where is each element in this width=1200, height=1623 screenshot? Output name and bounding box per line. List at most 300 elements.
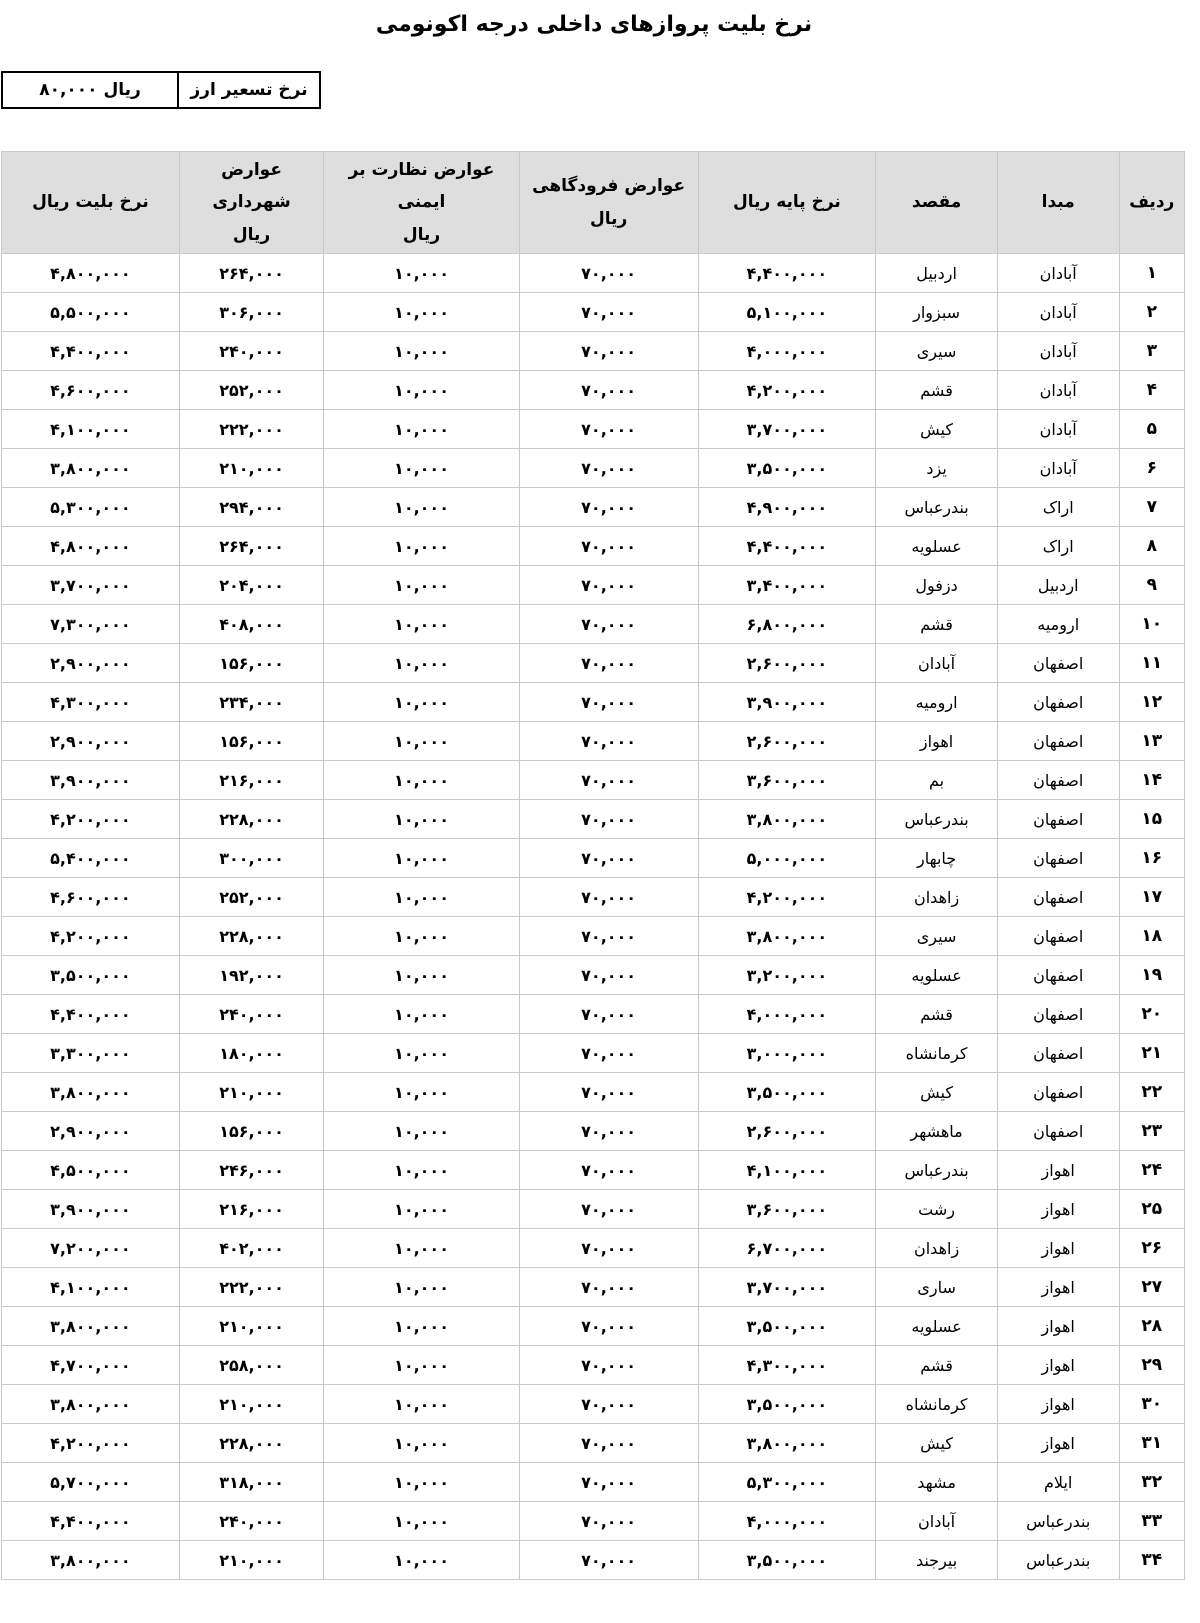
- cell-destination: بندرعباس: [876, 488, 998, 527]
- cell-municipal-fee: ۳۰۰,۰۰۰: [179, 839, 323, 878]
- cell-destination: بم: [876, 761, 998, 800]
- table-row: [2, 995, 1185, 1034]
- cell-base-fare: ۶,۷۰۰,۰۰۰: [698, 1229, 876, 1268]
- cell-airport-fee: ۷۰,۰۰۰: [519, 722, 698, 761]
- cell-base-fare: ۴,۰۰۰,۰۰۰: [698, 332, 876, 371]
- cell-municipal-fee: ۲۱۰,۰۰۰: [179, 449, 323, 488]
- table-row: [2, 1424, 1185, 1463]
- cell-ticket-price: ۲,۹۰۰,۰۰۰: [2, 644, 180, 683]
- cell-row-num: ۲۵: [1119, 1190, 1184, 1229]
- cell-airport-fee: ۷۰,۰۰۰: [519, 1229, 698, 1268]
- cell-destination: بندرعباس: [876, 1151, 998, 1190]
- cell-base-fare: ۵,۱۰۰,۰۰۰: [698, 293, 876, 332]
- cell-base-fare: ۳,۵۰۰,۰۰۰: [698, 449, 876, 488]
- cell-ticket-price: ۳,۵۰۰,۰۰۰: [2, 956, 180, 995]
- cell-base-fare: ۳,۸۰۰,۰۰۰: [698, 800, 876, 839]
- cell-safety-fee: ۱۰,۰۰۰: [324, 683, 519, 722]
- cell-origin: اهواز: [997, 1346, 1119, 1385]
- cell-municipal-fee: ۲۴۰,۰۰۰: [179, 332, 323, 371]
- table-row: [2, 1229, 1185, 1268]
- header-safety-fee: عوارض نظارت بر ایمنی ریال: [324, 152, 519, 254]
- table-row: [2, 683, 1185, 722]
- cell-municipal-fee: ۳۱۸,۰۰۰: [179, 1463, 323, 1502]
- cell-row-num: ۲: [1119, 293, 1184, 332]
- table-row: [2, 1073, 1185, 1112]
- cell-row-num: ۲۷: [1119, 1268, 1184, 1307]
- cell-airport-fee: ۷۰,۰۰۰: [519, 878, 698, 917]
- cell-origin: ایلام: [997, 1463, 1119, 1502]
- cell-safety-fee: ۱۰,۰۰۰: [324, 527, 519, 566]
- cell-safety-fee: ۱۰,۰۰۰: [324, 1034, 519, 1073]
- cell-row-num: ۳۰: [1119, 1385, 1184, 1424]
- cell-municipal-fee: ۲۶۴,۰۰۰: [179, 527, 323, 566]
- cell-safety-fee: ۱۰,۰۰۰: [324, 995, 519, 1034]
- cell-destination: مشهد: [876, 1463, 998, 1502]
- cell-safety-fee: ۱۰,۰۰۰: [324, 410, 519, 449]
- cell-ticket-price: ۳,۸۰۰,۰۰۰: [2, 1541, 180, 1580]
- cell-airport-fee: ۷۰,۰۰۰: [519, 332, 698, 371]
- cell-base-fare: ۳,۰۰۰,۰۰۰: [698, 1034, 876, 1073]
- cell-row-num: ۱۱: [1119, 644, 1184, 683]
- cell-safety-fee: ۱۰,۰۰۰: [324, 1112, 519, 1151]
- table-row: [2, 839, 1185, 878]
- cell-airport-fee: ۷۰,۰۰۰: [519, 527, 698, 566]
- table-row: [2, 1502, 1185, 1541]
- cell-ticket-price: ۴,۷۰۰,۰۰۰: [2, 1346, 180, 1385]
- cell-base-fare: ۲,۶۰۰,۰۰۰: [698, 644, 876, 683]
- cell-origin: اصفهان: [997, 722, 1119, 761]
- cell-row-num: ۱۷: [1119, 878, 1184, 917]
- cell-origin: ارومیه: [997, 605, 1119, 644]
- cell-safety-fee: ۱۰,۰۰۰: [324, 917, 519, 956]
- cell-base-fare: ۳,۴۰۰,۰۰۰: [698, 566, 876, 605]
- table-row: [2, 293, 1185, 332]
- cell-base-fare: ۴,۳۰۰,۰۰۰: [698, 1346, 876, 1385]
- cell-origin: بندرعباس: [997, 1502, 1119, 1541]
- cell-airport-fee: ۷۰,۰۰۰: [519, 605, 698, 644]
- cell-destination: عسلویه: [876, 1307, 998, 1346]
- cell-destination: کیش: [876, 1073, 998, 1112]
- cell-airport-fee: ۷۰,۰۰۰: [519, 1307, 698, 1346]
- cell-origin: اصفهان: [997, 1034, 1119, 1073]
- cell-ticket-price: ۴,۴۰۰,۰۰۰: [2, 332, 180, 371]
- cell-safety-fee: ۱۰,۰۰۰: [324, 644, 519, 683]
- cell-airport-fee: ۷۰,۰۰۰: [519, 1112, 698, 1151]
- cell-origin: اصفهان: [997, 644, 1119, 683]
- cell-destination: ساری: [876, 1268, 998, 1307]
- cell-safety-fee: ۱۰,۰۰۰: [324, 761, 519, 800]
- cell-base-fare: ۳,۸۰۰,۰۰۰: [698, 1424, 876, 1463]
- cell-airport-fee: ۷۰,۰۰۰: [519, 1385, 698, 1424]
- table-row: [2, 371, 1185, 410]
- cell-destination: اهواز: [876, 722, 998, 761]
- table-row: [2, 332, 1185, 371]
- cell-airport-fee: ۷۰,۰۰۰: [519, 1190, 698, 1229]
- cell-airport-fee: ۷۰,۰۰۰: [519, 410, 698, 449]
- cell-destination: زاهدان: [876, 878, 998, 917]
- cell-municipal-fee: ۲۱۰,۰۰۰: [179, 1385, 323, 1424]
- cell-row-num: ۱۰: [1119, 605, 1184, 644]
- cell-row-num: ۱۲: [1119, 683, 1184, 722]
- cell-destination: قشم: [876, 371, 998, 410]
- cell-ticket-price: ۴,۶۰۰,۰۰۰: [2, 371, 180, 410]
- cell-base-fare: ۵,۰۰۰,۰۰۰: [698, 839, 876, 878]
- cell-municipal-fee: ۲۱۰,۰۰۰: [179, 1073, 323, 1112]
- cell-ticket-price: ۴,۲۰۰,۰۰۰: [2, 917, 180, 956]
- cell-destination: یزد: [876, 449, 998, 488]
- table-row: [2, 1112, 1185, 1151]
- cell-destination: عسلویه: [876, 527, 998, 566]
- cell-row-num: ۴: [1119, 371, 1184, 410]
- cell-row-num: ۳۴: [1119, 1541, 1184, 1580]
- cell-airport-fee: ۷۰,۰۰۰: [519, 1502, 698, 1541]
- cell-ticket-price: ۴,۸۰۰,۰۰۰: [2, 527, 180, 566]
- cell-airport-fee: ۷۰,۰۰۰: [519, 1463, 698, 1502]
- fares-table: [1, 151, 1185, 1580]
- table-row: [2, 761, 1185, 800]
- cell-origin: آبادان: [997, 449, 1119, 488]
- cell-destination: بیرجند: [876, 1541, 998, 1580]
- cell-airport-fee: ۷۰,۰۰۰: [519, 761, 698, 800]
- cell-row-num: ۲۱: [1119, 1034, 1184, 1073]
- cell-safety-fee: ۱۰,۰۰۰: [324, 1268, 519, 1307]
- cell-row-num: ۳۱: [1119, 1424, 1184, 1463]
- cell-municipal-fee: ۲۵۲,۰۰۰: [179, 878, 323, 917]
- cell-row-num: ۲۹: [1119, 1346, 1184, 1385]
- cell-safety-fee: ۱۰,۰۰۰: [324, 605, 519, 644]
- cell-safety-fee: ۱۰,۰۰۰: [324, 1346, 519, 1385]
- cell-airport-fee: ۷۰,۰۰۰: [519, 956, 698, 995]
- cell-safety-fee: ۱۰,۰۰۰: [324, 839, 519, 878]
- header-destination: مقصد: [876, 152, 998, 254]
- cell-airport-fee: ۷۰,۰۰۰: [519, 488, 698, 527]
- cell-safety-fee: ۱۰,۰۰۰: [324, 722, 519, 761]
- cell-origin: اصفهان: [997, 917, 1119, 956]
- cell-origin: اهواز: [997, 1190, 1119, 1229]
- cell-destination: ماهشهر: [876, 1112, 998, 1151]
- cell-base-fare: ۳,۸۰۰,۰۰۰: [698, 917, 876, 956]
- cell-origin: اراک: [997, 488, 1119, 527]
- cell-ticket-price: ۳,۷۰۰,۰۰۰: [2, 566, 180, 605]
- header-airport-fee: عوارض فرودگاهی ریال: [519, 152, 698, 254]
- cell-destination: سبزوار: [876, 293, 998, 332]
- cell-safety-fee: ۱۰,۰۰۰: [324, 488, 519, 527]
- cell-ticket-price: ۳,۸۰۰,۰۰۰: [2, 1073, 180, 1112]
- cell-municipal-fee: ۲۱۶,۰۰۰: [179, 1190, 323, 1229]
- cell-municipal-fee: ۲۹۴,۰۰۰: [179, 488, 323, 527]
- cell-ticket-price: ۴,۱۰۰,۰۰۰: [2, 1268, 180, 1307]
- cell-base-fare: ۳,۲۰۰,۰۰۰: [698, 956, 876, 995]
- cell-destination: قشم: [876, 1346, 998, 1385]
- cell-origin: آبادان: [997, 254, 1119, 293]
- cell-municipal-fee: ۲۴۰,۰۰۰: [179, 995, 323, 1034]
- cell-ticket-price: ۴,۳۰۰,۰۰۰: [2, 683, 180, 722]
- table-row: [2, 1541, 1185, 1580]
- cell-row-num: ۳۳: [1119, 1502, 1184, 1541]
- cell-origin: اصفهان: [997, 956, 1119, 995]
- cell-row-num: ۶: [1119, 449, 1184, 488]
- cell-safety-fee: ۱۰,۰۰۰: [324, 1229, 519, 1268]
- cell-ticket-price: ۲,۹۰۰,۰۰۰: [2, 722, 180, 761]
- cell-safety-fee: ۱۰,۰۰۰: [324, 1151, 519, 1190]
- cell-destination: قشم: [876, 605, 998, 644]
- cell-origin: آبادان: [997, 410, 1119, 449]
- table-row: [2, 1463, 1185, 1502]
- exchange-rate-value: ریال ۸۰,۰۰۰: [39, 80, 141, 100]
- cell-base-fare: ۴,۲۰۰,۰۰۰: [698, 878, 876, 917]
- cell-municipal-fee: ۲۲۸,۰۰۰: [179, 1424, 323, 1463]
- exchange-rate-label: نرخ تسعیر ارز: [177, 73, 319, 107]
- cell-row-num: ۲۲: [1119, 1073, 1184, 1112]
- cell-base-fare: ۵,۳۰۰,۰۰۰: [698, 1463, 876, 1502]
- cell-safety-fee: ۱۰,۰۰۰: [324, 956, 519, 995]
- table-row: [2, 1034, 1185, 1073]
- cell-row-num: ۲۴: [1119, 1151, 1184, 1190]
- cell-ticket-price: ۵,۵۰۰,۰۰۰: [2, 293, 180, 332]
- cell-ticket-price: ۴,۲۰۰,۰۰۰: [2, 1424, 180, 1463]
- cell-safety-fee: ۱۰,۰۰۰: [324, 449, 519, 488]
- table-row: [2, 527, 1185, 566]
- cell-ticket-price: ۳,۹۰۰,۰۰۰: [2, 761, 180, 800]
- table-row: [2, 1151, 1185, 1190]
- cell-municipal-fee: ۲۲۲,۰۰۰: [179, 1268, 323, 1307]
- cell-municipal-fee: ۲۴۰,۰۰۰: [179, 1502, 323, 1541]
- cell-safety-fee: ۱۰,۰۰۰: [324, 1190, 519, 1229]
- header-base-fare: نرخ پایه ریال: [698, 152, 876, 254]
- cell-airport-fee: ۷۰,۰۰۰: [519, 1034, 698, 1073]
- cell-destination: سیری: [876, 332, 998, 371]
- cell-base-fare: ۳,۵۰۰,۰۰۰: [698, 1307, 876, 1346]
- table-row: [2, 917, 1185, 956]
- cell-municipal-fee: ۴۰۸,۰۰۰: [179, 605, 323, 644]
- cell-airport-fee: ۷۰,۰۰۰: [519, 1541, 698, 1580]
- cell-safety-fee: ۱۰,۰۰۰: [324, 332, 519, 371]
- table-row: [2, 566, 1185, 605]
- cell-municipal-fee: ۲۵۲,۰۰۰: [179, 371, 323, 410]
- cell-row-num: ۵: [1119, 410, 1184, 449]
- cell-base-fare: ۲,۶۰۰,۰۰۰: [698, 1112, 876, 1151]
- cell-ticket-price: ۲,۹۰۰,۰۰۰: [2, 1112, 180, 1151]
- cell-base-fare: ۴,۲۰۰,۰۰۰: [698, 371, 876, 410]
- cell-row-num: ۸: [1119, 527, 1184, 566]
- cell-row-num: ۱۵: [1119, 800, 1184, 839]
- cell-base-fare: ۴,۰۰۰,۰۰۰: [698, 1502, 876, 1541]
- cell-destination: چابهار: [876, 839, 998, 878]
- cell-base-fare: ۲,۶۰۰,۰۰۰: [698, 722, 876, 761]
- cell-origin: آبادان: [997, 332, 1119, 371]
- cell-safety-fee: ۱۰,۰۰۰: [324, 1424, 519, 1463]
- cell-airport-fee: ۷۰,۰۰۰: [519, 1151, 698, 1190]
- cell-base-fare: ۳,۵۰۰,۰۰۰: [698, 1541, 876, 1580]
- cell-safety-fee: ۱۰,۰۰۰: [324, 371, 519, 410]
- cell-municipal-fee: ۲۶۴,۰۰۰: [179, 254, 323, 293]
- cell-origin: اصفهان: [997, 995, 1119, 1034]
- cell-municipal-fee: ۳۰۶,۰۰۰: [179, 293, 323, 332]
- cell-row-num: ۲۰: [1119, 995, 1184, 1034]
- cell-safety-fee: ۱۰,۰۰۰: [324, 1463, 519, 1502]
- table-row: [2, 722, 1185, 761]
- cell-safety-fee: ۱۰,۰۰۰: [324, 566, 519, 605]
- cell-row-num: ۳۲: [1119, 1463, 1184, 1502]
- cell-municipal-fee: ۲۵۸,۰۰۰: [179, 1346, 323, 1385]
- cell-origin: اصفهان: [997, 683, 1119, 722]
- cell-destination: آبادان: [876, 644, 998, 683]
- cell-destination: بندرعباس: [876, 800, 998, 839]
- cell-ticket-price: ۴,۴۰۰,۰۰۰: [2, 995, 180, 1034]
- cell-municipal-fee: ۲۱۰,۰۰۰: [179, 1541, 323, 1580]
- table-row: [2, 254, 1185, 293]
- cell-base-fare: ۳,۵۰۰,۰۰۰: [698, 1073, 876, 1112]
- cell-destination: عسلویه: [876, 956, 998, 995]
- cell-destination: دزفول: [876, 566, 998, 605]
- cell-row-num: ۱: [1119, 254, 1184, 293]
- cell-row-num: ۳: [1119, 332, 1184, 371]
- cell-destination: رشت: [876, 1190, 998, 1229]
- cell-safety-fee: ۱۰,۰۰۰: [324, 293, 519, 332]
- cell-ticket-price: ۷,۲۰۰,۰۰۰: [2, 1229, 180, 1268]
- cell-base-fare: ۳,۶۰۰,۰۰۰: [698, 1190, 876, 1229]
- cell-origin: اردبیل: [997, 566, 1119, 605]
- cell-ticket-price: ۳,۸۰۰,۰۰۰: [2, 1385, 180, 1424]
- cell-municipal-fee: ۲۴۶,۰۰۰: [179, 1151, 323, 1190]
- cell-airport-fee: ۷۰,۰۰۰: [519, 644, 698, 683]
- cell-airport-fee: ۷۰,۰۰۰: [519, 917, 698, 956]
- cell-safety-fee: ۱۰,۰۰۰: [324, 800, 519, 839]
- table-row: [2, 878, 1185, 917]
- cell-base-fare: ۳,۷۰۰,۰۰۰: [698, 1268, 876, 1307]
- cell-municipal-fee: ۱۵۶,۰۰۰: [179, 722, 323, 761]
- cell-ticket-price: ۷,۳۰۰,۰۰۰: [2, 605, 180, 644]
- cell-municipal-fee: ۲۲۲,۰۰۰: [179, 410, 323, 449]
- cell-origin: اصفهان: [997, 800, 1119, 839]
- table-row: [2, 1307, 1185, 1346]
- exchange-rate-box: [1, 71, 321, 109]
- cell-base-fare: ۴,۹۰۰,۰۰۰: [698, 488, 876, 527]
- cell-ticket-price: ۵,۷۰۰,۰۰۰: [2, 1463, 180, 1502]
- header-origin: مبدا: [997, 152, 1119, 254]
- cell-base-fare: ۴,۰۰۰,۰۰۰: [698, 995, 876, 1034]
- cell-origin: اراک: [997, 527, 1119, 566]
- cell-destination: کیش: [876, 410, 998, 449]
- cell-ticket-price: ۳,۳۰۰,۰۰۰: [2, 1034, 180, 1073]
- cell-airport-fee: ۷۰,۰۰۰: [519, 254, 698, 293]
- cell-destination: سیری: [876, 917, 998, 956]
- cell-row-num: ۷: [1119, 488, 1184, 527]
- cell-origin: بندرعباس: [997, 1541, 1119, 1580]
- cell-row-num: ۹: [1119, 566, 1184, 605]
- cell-base-fare: ۳,۶۰۰,۰۰۰: [698, 761, 876, 800]
- cell-base-fare: ۴,۴۰۰,۰۰۰: [698, 527, 876, 566]
- cell-safety-fee: ۱۰,۰۰۰: [324, 254, 519, 293]
- table-header-row: [2, 152, 1185, 254]
- cell-municipal-fee: ۲۰۴,۰۰۰: [179, 566, 323, 605]
- cell-destination: کرمانشاه: [876, 1034, 998, 1073]
- table-row: [2, 1190, 1185, 1229]
- cell-ticket-price: ۳,۹۰۰,۰۰۰: [2, 1190, 180, 1229]
- cell-destination: قشم: [876, 995, 998, 1034]
- header-row-num: ردیف: [1119, 152, 1184, 254]
- cell-destination: اردبیل: [876, 254, 998, 293]
- table-row: [2, 1268, 1185, 1307]
- cell-municipal-fee: ۱۸۰,۰۰۰: [179, 1034, 323, 1073]
- cell-ticket-price: ۵,۳۰۰,۰۰۰: [2, 488, 180, 527]
- table-body: [2, 254, 1185, 1580]
- header-municipal-fee: عوارض شهرداری ریال: [179, 152, 323, 254]
- cell-base-fare: ۶,۸۰۰,۰۰۰: [698, 605, 876, 644]
- cell-destination: کرمانشاه: [876, 1385, 998, 1424]
- cell-safety-fee: ۱۰,۰۰۰: [324, 1502, 519, 1541]
- cell-ticket-price: ۴,۶۰۰,۰۰۰: [2, 878, 180, 917]
- table-row: [2, 644, 1185, 683]
- cell-airport-fee: ۷۰,۰۰۰: [519, 683, 698, 722]
- cell-destination: ارومیه: [876, 683, 998, 722]
- cell-origin: اصفهان: [997, 1112, 1119, 1151]
- cell-origin: اهواز: [997, 1268, 1119, 1307]
- cell-origin: اهواز: [997, 1424, 1119, 1463]
- cell-origin: اهواز: [997, 1229, 1119, 1268]
- cell-row-num: ۱۸: [1119, 917, 1184, 956]
- cell-row-num: ۱۴: [1119, 761, 1184, 800]
- cell-ticket-price: ۳,۸۰۰,۰۰۰: [2, 1307, 180, 1346]
- cell-airport-fee: ۷۰,۰۰۰: [519, 1073, 698, 1112]
- cell-municipal-fee: ۲۱۰,۰۰۰: [179, 1307, 323, 1346]
- cell-base-fare: ۳,۹۰۰,۰۰۰: [698, 683, 876, 722]
- table-row: [2, 488, 1185, 527]
- cell-base-fare: ۴,۴۰۰,۰۰۰: [698, 254, 876, 293]
- table-row: [2, 956, 1185, 995]
- table-row: [2, 449, 1185, 488]
- cell-airport-fee: ۷۰,۰۰۰: [519, 995, 698, 1034]
- cell-ticket-price: ۳,۸۰۰,۰۰۰: [2, 449, 180, 488]
- cell-safety-fee: ۱۰,۰۰۰: [324, 1385, 519, 1424]
- cell-airport-fee: ۷۰,۰۰۰: [519, 566, 698, 605]
- cell-ticket-price: ۴,۲۰۰,۰۰۰: [2, 800, 180, 839]
- cell-origin: آبادان: [997, 371, 1119, 410]
- cell-destination: زاهدان: [876, 1229, 998, 1268]
- cell-municipal-fee: ۲۱۶,۰۰۰: [179, 761, 323, 800]
- cell-destination: آبادان: [876, 1502, 998, 1541]
- cell-origin: اهواز: [997, 1307, 1119, 1346]
- cell-origin: آبادان: [997, 293, 1119, 332]
- cell-row-num: ۱۹: [1119, 956, 1184, 995]
- cell-ticket-price: ۵,۴۰۰,۰۰۰: [2, 839, 180, 878]
- cell-safety-fee: ۱۰,۰۰۰: [324, 1073, 519, 1112]
- cell-municipal-fee: ۲۲۸,۰۰۰: [179, 800, 323, 839]
- cell-airport-fee: ۷۰,۰۰۰: [519, 1268, 698, 1307]
- table-row: [2, 605, 1185, 644]
- cell-airport-fee: ۷۰,۰۰۰: [519, 839, 698, 878]
- cell-ticket-price: ۴,۸۰۰,۰۰۰: [2, 254, 180, 293]
- cell-safety-fee: ۱۰,۰۰۰: [324, 878, 519, 917]
- cell-row-num: ۱۶: [1119, 839, 1184, 878]
- cell-ticket-price: ۴,۱۰۰,۰۰۰: [2, 410, 180, 449]
- header-ticket-price: نرخ بلیت ریال: [2, 152, 180, 254]
- cell-row-num: ۱۳: [1119, 722, 1184, 761]
- cell-origin: اصفهان: [997, 761, 1119, 800]
- table-row: [2, 410, 1185, 449]
- table-row: [2, 800, 1185, 839]
- cell-municipal-fee: ۱۵۶,۰۰۰: [179, 1112, 323, 1151]
- cell-municipal-fee: ۲۳۴,۰۰۰: [179, 683, 323, 722]
- table-row: [2, 1385, 1185, 1424]
- table-row: [2, 1346, 1185, 1385]
- cell-airport-fee: ۷۰,۰۰۰: [519, 449, 698, 488]
- cell-base-fare: ۳,۵۰۰,۰۰۰: [698, 1385, 876, 1424]
- cell-base-fare: ۴,۱۰۰,۰۰۰: [698, 1151, 876, 1190]
- cell-airport-fee: ۷۰,۰۰۰: [519, 371, 698, 410]
- cell-airport-fee: ۷۰,۰۰۰: [519, 800, 698, 839]
- cell-municipal-fee: ۲۲۸,۰۰۰: [179, 917, 323, 956]
